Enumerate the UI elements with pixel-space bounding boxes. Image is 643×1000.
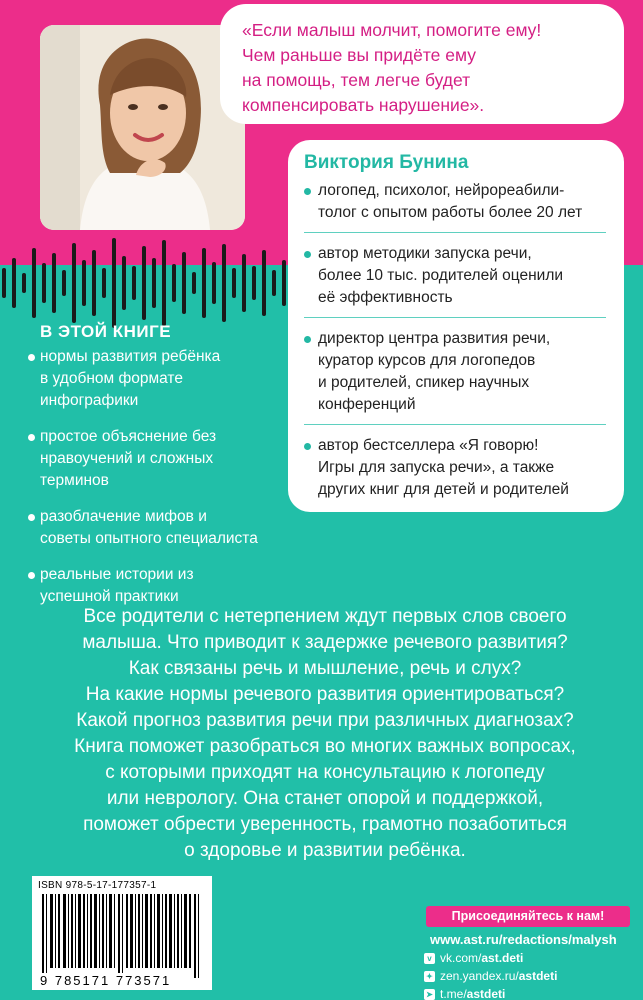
social-prefix: zen.yandex.ru/	[440, 969, 519, 983]
zen-icon: ✦	[424, 971, 435, 982]
description-line: Все родители с нетерпением ждут первых слов своего	[83, 606, 567, 627]
feature-line: терминов	[40, 472, 109, 489]
bio-item	[304, 180, 614, 224]
feature-line: в удобном формате	[40, 370, 183, 387]
social-link-telegram[interactable]	[424, 986, 557, 1000]
bio-line: логопед, психолог, нейрореабили-	[318, 182, 565, 199]
divider	[304, 232, 606, 233]
quote-line: компенсировать нарушение».	[242, 95, 485, 115]
social-handle: astdeti	[518, 969, 558, 983]
bio-line: более 10 тыс. родителей оценили	[318, 267, 564, 284]
author-name: Виктория Бунина	[304, 152, 469, 173]
author-bio-card	[288, 140, 624, 512]
bullet-icon	[304, 188, 311, 195]
isbn-text: ISBN 978-5-17-177357-1	[38, 880, 157, 891]
bio-item	[304, 328, 614, 416]
bio-line: автор методики запуска речи,	[318, 245, 532, 262]
social-handle: ast.deti	[481, 951, 524, 965]
feature-line: инфографики	[40, 392, 139, 409]
quote-line: на помощь, тем легче будет	[242, 70, 471, 90]
bio-line: Игры для запуска речи», а также	[318, 459, 555, 476]
book-feature-item	[28, 506, 298, 550]
bullet-icon	[28, 572, 35, 579]
book-feature-item	[28, 564, 298, 608]
publisher-url[interactable]: www.ast.ru/redactions/malysh	[430, 932, 617, 947]
author-photo	[40, 25, 245, 230]
quote-line: «Если малыш молчит, помогите ему!	[242, 20, 542, 40]
book-feature-item	[28, 426, 298, 492]
telegram-icon: ➤	[424, 989, 435, 1000]
bio-item	[304, 435, 614, 501]
bullet-icon	[304, 443, 311, 450]
quote-line: Чем раньше вы придёте ему	[242, 45, 476, 65]
feature-line: нормы развития ребёнка	[40, 348, 221, 365]
description-line: малыша. Что приводит к задержке речевого развития?	[82, 632, 568, 653]
feature-line: успешной практики	[40, 588, 179, 605]
social-prefix: t.me/	[440, 987, 467, 1000]
social-link-vk[interactable]	[424, 950, 557, 966]
bullet-icon	[28, 434, 35, 441]
bullet-icon	[28, 514, 35, 521]
bio-line: толог с опытом работы более 20 лет	[318, 204, 583, 221]
barcode-box	[32, 876, 212, 990]
description-line: о здоровье и развитии ребёнка.	[184, 840, 466, 861]
bullet-icon	[304, 336, 311, 343]
social-links	[424, 950, 557, 1000]
vk-icon: v	[424, 953, 435, 964]
description-line: На какие нормы речевого развития ориентироваться?	[85, 684, 565, 705]
feature-line: реальные истории из	[40, 566, 194, 583]
barcode-number: 9 785171 773571	[40, 973, 172, 988]
barcode-icon	[38, 894, 206, 978]
join-us-banner: Присоединяйтесь к нам!	[426, 906, 630, 927]
description-line: Какой прогноз развития речи при различных диагнозах?	[76, 710, 574, 731]
description-line: с которыми приходят на консультацию к логопеду	[105, 762, 545, 783]
social-handle: astdeti	[466, 987, 506, 1000]
quote-bubble	[220, 4, 624, 124]
book-features-list	[28, 346, 298, 622]
bio-line: и родителей, спикер научных	[318, 374, 530, 391]
bio-line: автор бестселлера «Я говорю!	[318, 437, 539, 454]
description-line: или неврологу. Она станет опорой и поддержкой,	[106, 788, 544, 809]
social-prefix: vk.com/	[440, 951, 482, 965]
bio-line: других книг для детей и родителей	[318, 481, 569, 498]
social-link-zen[interactable]	[424, 968, 557, 984]
description-line: Как связаны речь и мышление, речь и слух?	[128, 658, 522, 679]
bio-line: её эффективность	[318, 289, 453, 306]
description-line: Книга поможет разобраться во многих важных вопросах,	[74, 736, 576, 757]
bio-line: куратор курсов для логопедов	[318, 352, 536, 369]
bullet-icon	[28, 354, 35, 361]
bio-item	[304, 243, 614, 309]
feature-line: разоблачение мифов и	[40, 508, 207, 525]
bio-line: директор центра развития речи,	[318, 330, 551, 347]
divider	[304, 424, 606, 425]
feature-line: простое объяснение без	[40, 428, 217, 445]
divider	[304, 317, 606, 318]
description-line: поможет обрести уверенность, грамотно позаботиться	[83, 814, 567, 835]
feature-line: советы опытного специалиста	[40, 530, 258, 547]
bullet-icon	[304, 251, 311, 258]
book-feature-item	[28, 346, 298, 412]
book-description	[20, 604, 630, 864]
feature-line: нравоучений и сложных	[40, 450, 214, 467]
bio-line: конференций	[318, 396, 416, 413]
book-section-title: В ЭТОЙ КНИГЕ	[40, 322, 172, 341]
